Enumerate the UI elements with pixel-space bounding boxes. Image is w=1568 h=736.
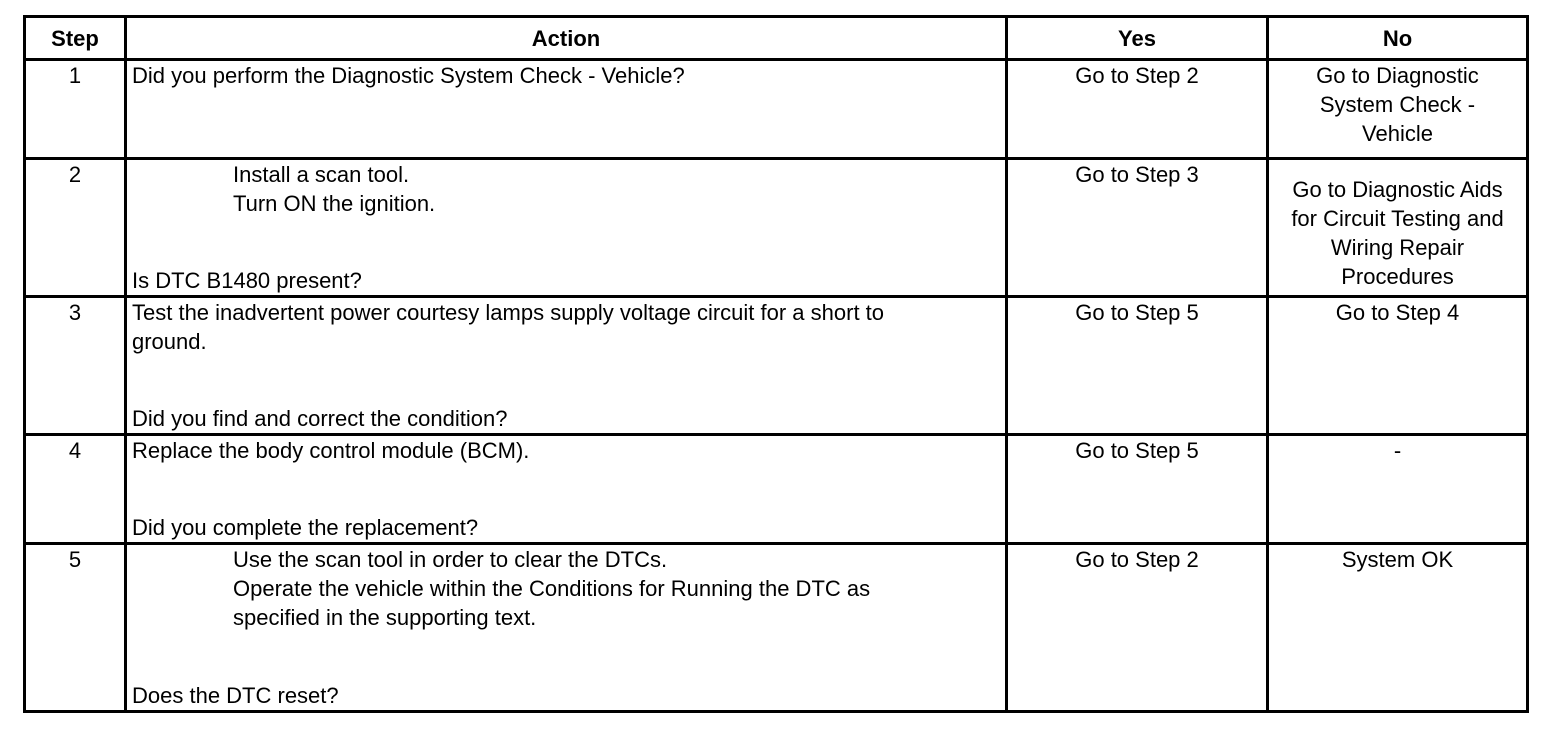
no-text: Go to Diagnostic Aids — [1292, 177, 1503, 202]
step-number: 2 — [25, 159, 126, 297]
step-number: 1 — [25, 60, 126, 159]
no-cell — [1268, 60, 1528, 159]
step-number: 5 — [25, 544, 126, 712]
action-cell — [126, 544, 1007, 712]
no-text: System Check - — [1319, 92, 1476, 117]
no-text: Wiring Repair — [1330, 235, 1465, 260]
no-text: Go to Diagnostic — [1316, 63, 1479, 88]
no-cell: Go to Step 4 — [1268, 297, 1528, 435]
action-text: ground. — [132, 329, 207, 354]
no-cell: System OK — [1268, 544, 1528, 712]
no-cell: - — [1268, 435, 1528, 544]
yes-cell: Go to Step 2 — [1007, 60, 1268, 159]
action-text: specified in the supporting text. — [233, 605, 537, 630]
table-row — [25, 435, 1528, 544]
yes-cell: Go to Step 3 — [1007, 159, 1268, 297]
step-number: 3 — [25, 297, 126, 435]
no-text: for Circuit Testing and — [1291, 206, 1504, 231]
yes-cell: Go to Step 2 — [1007, 544, 1268, 712]
action-text: Did you perform the Diagnostic System Check - Vehicle? — [132, 63, 685, 88]
table-row — [25, 297, 1528, 435]
step-number: 4 — [25, 435, 126, 544]
yes-cell: Go to Step 5 — [1007, 297, 1268, 435]
action-cell — [126, 435, 1007, 544]
header-step: Step — [25, 17, 126, 60]
action-cell — [126, 60, 1007, 159]
action-cell — [126, 297, 1007, 435]
no-cell — [1268, 159, 1528, 297]
header-no: No — [1268, 17, 1528, 60]
action-text: Operate the vehicle within the Conditions for Running the DTC as — [233, 576, 871, 601]
table-row — [25, 159, 1528, 297]
action-text: Turn ON the ignition. — [233, 191, 436, 216]
action-text: Install a scan tool. — [233, 162, 410, 187]
action-text: Test the inadvertent power courtesy lamps supply voltage circuit for a short to — [132, 300, 885, 325]
table-row — [25, 60, 1528, 159]
action-question: Is DTC B1480 present? — [132, 268, 362, 293]
no-text: Procedures — [1341, 264, 1454, 289]
header-yes: Yes — [1007, 17, 1268, 60]
yes-cell: Go to Step 5 — [1007, 435, 1268, 544]
action-question: Did you complete the replacement? — [132, 515, 479, 540]
header-row — [25, 17, 1528, 60]
diagnostic-table — [23, 15, 1529, 713]
no-text: Vehicle — [1362, 121, 1433, 146]
header-action: Action — [126, 17, 1007, 60]
action-text: Use the scan tool in order to clear the DTCs. — [233, 547, 668, 572]
action-question: Did you find and correct the condition? — [132, 406, 508, 431]
action-text: Replace the body control module (BCM). — [132, 438, 530, 463]
action-cell — [126, 159, 1007, 297]
table-row — [25, 544, 1528, 712]
action-question: Does the DTC reset? — [132, 683, 339, 708]
